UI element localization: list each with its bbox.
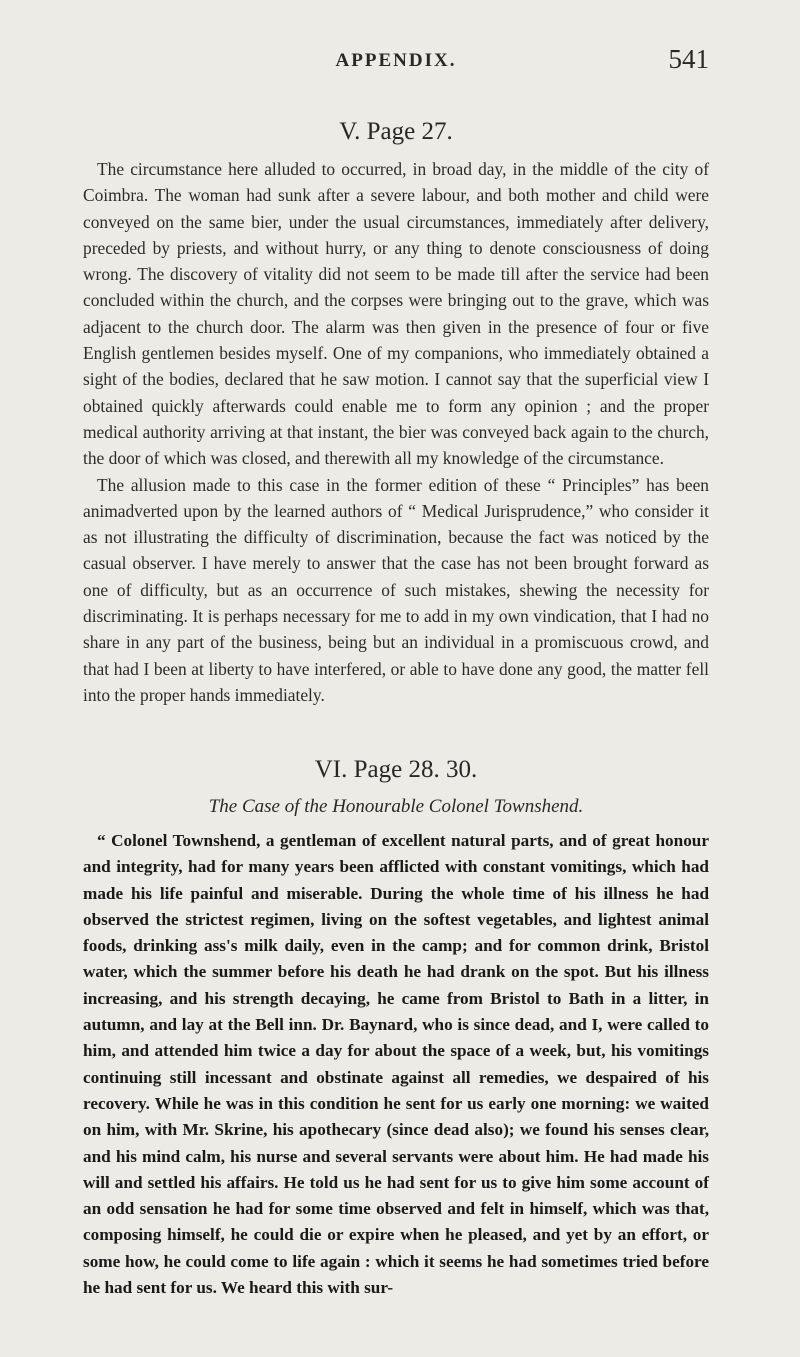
section-v-paragraph-2: The allusion made to this case in the former edition of these “ Principles” has been animadverted upon by the learned authors of “ Medical Jurisprudence,” who consider it as not illustrating the difficulty of discrimination, because the fact was noticed by the casual observer. I have merely to answer that the case has not been brought forward as one of difficulty, but as an occurrence of such mistakes, shewing the necessity for discriminating. It is perhaps necessary for me to add in my own vindication, that I had no share in any part of the business, being but an individual in a promiscuous crowd, and that had I been at liberty to have interfered, or able to have done any good, the matter fell into the proper hands immediately. <box>83 474 709 705</box>
section-vi-heading: VI. Page 28. 30. <box>314 756 478 783</box>
running-title: APPENDIX. <box>335 50 457 71</box>
page-number: 541 <box>668 44 709 74</box>
section-v <box>83 118 709 708</box>
section-vi <box>83 756 709 1301</box>
section-vi-paragraph-1: “ Colonel Townshend, a gentleman of excellent natural parts, and of great honour and integrity, had for many years been afflicted with constant vomitings, which had made his life painful and miserable. During the whole time of his illness he had observed the strictest regimen, living on the softest vegetables, and lightest animal foods, drinking ass's milk daily, even in the camp; and for common drink, Bristol water, which the summer before his death he had drank on the spot. But his illness increasing, and his strength decaying, he came from Bristol to Bath in a litter, in autumn, and lay at the Bell inn. Dr. Baynard, who is since dead, and I, were called to him, and attended him twice a day for about the space of a week, but, his vomitings continuing still incessant and obstinate against all remedies, we despaired of his recovery. While he was in this condition he sent for us early one morning: we waited on him, with Mr. Skrine, his apothecary (since dead also); we found his senses clear, and his mind calm, his nurse and several servants were about him. He had made his will and settled his affairs. He told us he had sent for us to give him some account of an odd sensation he had for some time observed and felt in himself, which was that, composing himself, he could die or expire when he pleased, and yet by an effort, or some how, he could come to life again : which it seems he had sometimes tried before he had sent for us. We heard this with sur- <box>83 831 709 1298</box>
running-head <box>83 40 709 76</box>
section-v-heading: V. Page 27. <box>339 118 453 145</box>
section-v-paragraph-1: The circumstance here alluded to occurred, in broad day, in the middle of the city of Coimbra. The woman had sunk after a severe labour, and both mother and child were conveyed on the same bier, under the usual circumstances, immediately after delivery, preceded by priests, and without hurry, or any thing to denote consciousness of doing wrong. The discovery of vitality did not seem to be made till after the service had been concluded within the church, and the corpses were bringing out to the grave, which was adjacent to the church door. The alarm was then given in the presence of four or five English gentlemen besides myself. One of my companions, who immediately obtained a sight of the bodies, declared that he saw motion. I cannot say that the superficial view I obtained quickly afterwards could enable me to form any opinion ; and the proper medical authority arriving at that instant, the bier was conveyed back again to the church, the door of which was closed, and therewith all my knowledge of the circumstance. <box>83 159 709 469</box>
case-title: The Case of the Honourable Colonel Townshend. <box>208 796 584 817</box>
